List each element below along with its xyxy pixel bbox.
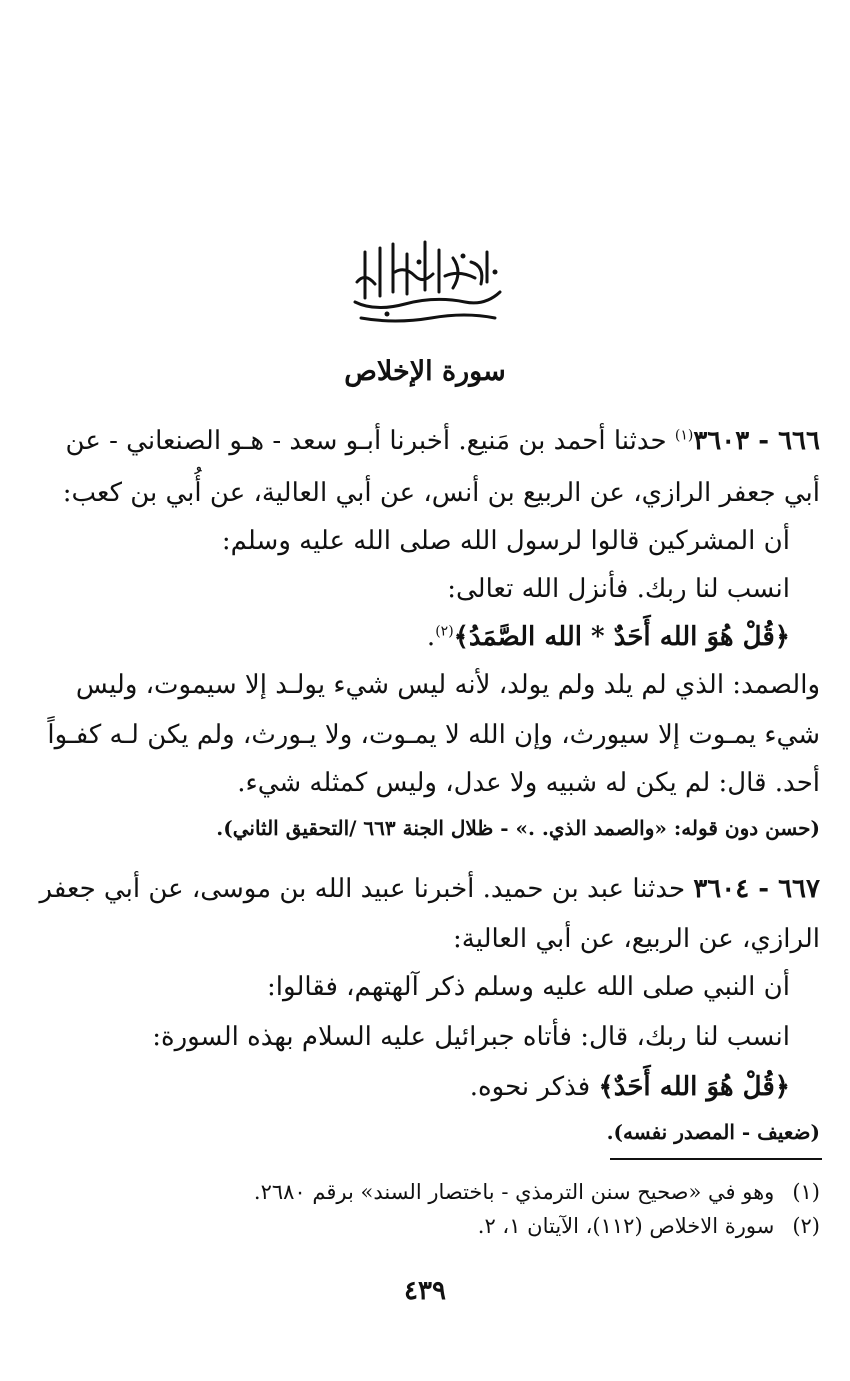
footnote-1 [254,1180,820,1204]
hadith-1-line-8: أحد. قال: لم يكن له شبيه ولا عدل، وليس كمثله شيء. [237,768,820,798]
hadith-2-number: ٦٦٧ - ٣٦٠٤ [693,874,820,904]
hadith-1-quran-line: ﴿قُلْ هُوَ الله أَحَدٌ * الله الصَّمَدُ﴾$^{(٢)}$. [426,622,790,652]
page-number: ٤٣٩ [404,1276,446,1306]
hadith-1-line-1 [66,418,820,464]
hadith-1-line-7: شيء يمـوت إلا سيورث، وإن الله لا يمـوت، ولا يـورث، ولم يكن لـه كفـواً [47,720,820,750]
hadith-2-line-1 [40,866,820,912]
surah-title: سورة الإخلاص [344,356,506,387]
footnote-2-text: سورة الاخلاص (١١٢)، الآيتان ١، ٢. [477,1214,775,1238]
hadith-2-line-5-rest: فذكر نحوه. [469,1072,591,1102]
hadith-1-line-2: أبي جعفر الرازي، عن الربيع بن أنس، عن أبي العالية، عن أُبي بن كعب: [62,478,820,508]
quran-verse-2: ﴿قُلْ هُوَ الله أَحَدٌ﴾ [598,1072,790,1102]
hadith-1-grade: (حسن دون قوله: «والصمد الذي. .» - ظلال الجنة ٦٦٣ /التحقيق الثاني). [216,816,820,840]
footnote-1-text: وهو في «صحيح سنن الترمذي - باختصار السند» برقم ٢٦٨٠. [253,1180,775,1204]
hadith-2-text-1: حدثنا عبد بن حميد. أخبرنا عبيد الله بن موسى، عن أبي جعفر [39,874,686,904]
basmala-calligraphy [0,232,850,332]
hadith-1-line-4: انسب لنا ربك. فأنزل الله تعالى: [447,574,790,604]
footnote-2-mark: (٢) [792,1214,820,1238]
footnote-2 [478,1214,820,1238]
hadith-2-line-3: أن النبي صلى الله عليه وسلم ذكر آلهتهم، فقالوا: [267,972,790,1002]
hadith-1-line-3: أن المشركين قالوا لرسول الله صلى الله عليه وسلم: [221,526,790,556]
hadith-2-grade: (ضعيف - المصدر نفسه). [606,1120,820,1144]
hadith-2-line-2: الرازي، عن الربيع، عن أبي العالية: [453,924,820,954]
hadith-1-number: ٦٦٦ - ٣٦٠٣ [693,426,820,456]
footnote-ref-1: (١) [674,427,694,444]
footnote-divider [610,1158,822,1160]
footnote-1-mark: (١) [792,1180,820,1204]
hadith-2-quran-line [470,1064,790,1110]
hadith-1-text-1: حدثنا أحمد بن مَنيع. أخبرنا أبـو سعد - هـو الصنعاني - عن [65,426,667,456]
hadith-1-line-6: والصمد: الذي لم يلد ولم يولد، لأنه ليس شيء يولـد إلا سيموت، وليس [75,670,820,700]
hadith-2-line-4: انسب لنا ربك، قال: فأتاه جبرائيل عليه السلام بهذه السورة: [152,1022,790,1052]
footnote-ref-2: (٢) [435,623,454,640]
basmala-calligraphy-icon [335,232,515,328]
quran-verse-1: ﴿قُلْ هُوَ الله أَحَدٌ * الله الصَّمَدُ﴾ [453,622,790,652]
